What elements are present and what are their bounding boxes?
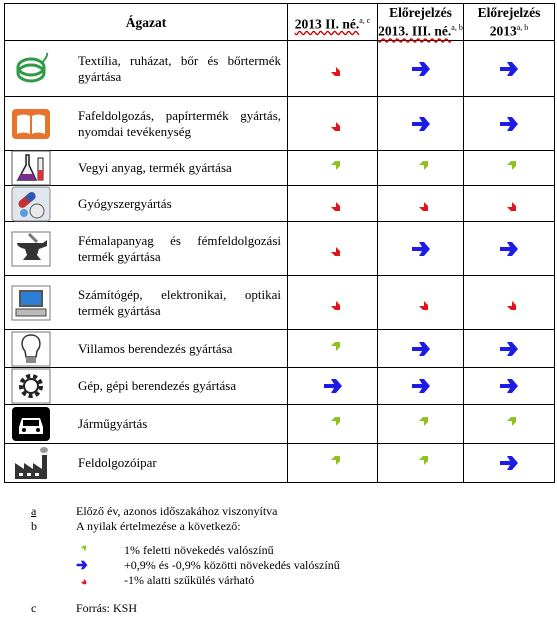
header-forecast-q3: Előrejelzés 2013. III. né.$^{a, b}$ (378, 5, 463, 39)
sector-cell (5, 276, 288, 330)
sector-name: Gép, gépi berendezés gyártása (78, 378, 237, 393)
arrow-down-right-icon (411, 194, 431, 214)
value-forecast-year-cell (464, 330, 555, 368)
sector-name: Textília, ruházat, bőr és bőrtermék gyártása (78, 52, 281, 84)
value-2013-q2-cell (288, 186, 378, 222)
value-forecast-q3-cell (378, 97, 464, 151)
value-2013-q2-cell (288, 405, 378, 444)
table-row (5, 41, 555, 97)
arrow-down-right-icon (499, 194, 519, 214)
gear-icon (11, 368, 51, 404)
arrow-down-right-icon (411, 293, 431, 313)
table-row (5, 405, 555, 444)
value-forecast-year-cell (464, 368, 555, 405)
arrow-down-right-icon (499, 293, 519, 313)
arrow-right-icon (411, 339, 431, 359)
sector-cell (5, 151, 288, 186)
footnote-c (31, 601, 551, 616)
value-2013-q2-cell (288, 97, 378, 151)
arrow-down-right-icon (323, 194, 343, 214)
sector-name: Számítógép, elektronikai, optikai termék gyártása (78, 286, 281, 318)
arrow-right-icon (499, 339, 519, 359)
arrow-down-right-icon (323, 239, 343, 259)
sector-name: Villamos berendezés gyártása (78, 340, 233, 356)
value-forecast-q3-cell (378, 41, 464, 97)
value-forecast-q3-cell (378, 444, 464, 483)
table-row (5, 330, 555, 368)
sector-forecast-table (4, 3, 555, 483)
sector-cell (5, 330, 288, 368)
arrow-right-icon (411, 59, 431, 79)
value-2013-q2-cell (288, 330, 378, 368)
arrow-right-icon (499, 376, 519, 396)
footnote-b (31, 519, 551, 534)
arrow-right-icon (499, 239, 519, 259)
footnote-c-text: Forrás: KSH (76, 601, 138, 615)
car-icon (11, 406, 51, 442)
value-forecast-q3-cell (378, 368, 464, 405)
value-2013-q2-cell (288, 41, 378, 97)
value-2013-q2-cell (288, 276, 378, 330)
arrow-right-icon (499, 59, 519, 79)
legend-text: 1% feletti növekedés valószínű (124, 543, 274, 557)
table-header-row (5, 4, 555, 41)
header-sector: Ágazat (5, 4, 288, 41)
arrow-up-right-icon (411, 453, 431, 473)
arrow-up-right-icon (76, 544, 88, 556)
value-forecast-q3-cell (378, 186, 464, 222)
sector-cell (5, 405, 288, 444)
sector-name: Gyógyszergyártás (78, 195, 172, 211)
footnote-a (31, 504, 551, 519)
sector-cell (5, 368, 288, 405)
footnote-c-letter: c (31, 601, 37, 615)
table-row (5, 151, 555, 186)
table-row (5, 368, 555, 405)
arrow-right-icon (76, 559, 88, 571)
table-row (5, 444, 555, 483)
spool-of-thread-icon (11, 51, 51, 87)
sector-name: Vegyi anyag, termék gyártása (78, 160, 232, 175)
pills-icon (11, 186, 51, 222)
sector-name: Fémalapanyag és fémfeldolgozási termék gyártása (78, 232, 281, 264)
header-forecast-year: Előrejelzés 2013$^{a, b}$ (464, 4, 555, 41)
legend-item-flat (31, 558, 551, 573)
anvil-icon (11, 231, 51, 267)
chemistry-flask-icon (11, 150, 51, 186)
sector-name: Fafeldolgozás, papírtermék gyártás, nyomdai tevékenység (78, 107, 281, 139)
arrow-down-right-icon (323, 293, 343, 313)
value-forecast-year-cell (464, 186, 555, 222)
value-2013-q2-cell (288, 444, 378, 483)
open-book-icon (11, 106, 51, 142)
value-forecast-q3-cell (378, 276, 464, 330)
table-row (5, 186, 555, 222)
sector-name: Feldolgozóipar (78, 455, 157, 470)
legend-item-up (31, 543, 551, 558)
value-forecast-q3-cell (378, 222, 464, 276)
arrow-up-right-icon (499, 158, 519, 178)
sector-cell (5, 222, 288, 276)
value-forecast-year-cell (464, 41, 555, 97)
arrow-up-right-icon (323, 414, 343, 434)
value-forecast-q3-cell (378, 330, 464, 368)
legend-text: -1% alatti szűkülés várható (124, 573, 255, 587)
arrow-right-icon (499, 114, 519, 134)
footnote-b-letter: b (31, 519, 37, 533)
factory-icon (11, 445, 51, 481)
legend-item-down (31, 573, 551, 588)
value-forecast-year-cell (464, 405, 555, 444)
arrow-down-right-icon (76, 574, 88, 586)
computer-icon (11, 285, 51, 321)
arrow-up-right-icon (323, 158, 343, 178)
value-2013-q2-cell (288, 222, 378, 276)
value-forecast-year-cell (464, 276, 555, 330)
value-forecast-q3-cell (378, 151, 464, 186)
arrow-down-right-icon (323, 59, 343, 79)
sector-cell (5, 186, 288, 222)
value-2013-q2-cell (288, 151, 378, 186)
arrow-up-right-icon (323, 453, 343, 473)
arrow-right-icon (411, 239, 431, 259)
footnote-a-text: Előző év, azonos időszakához viszonyítva (76, 504, 278, 518)
value-forecast-year-cell (464, 222, 555, 276)
arrow-down-right-icon (323, 114, 343, 134)
value-forecast-q3-cell (378, 405, 464, 444)
sector-name: Járműgyártás (78, 416, 148, 431)
arrow-up-right-icon (499, 414, 519, 434)
value-forecast-year-cell (464, 444, 555, 483)
arrow-up-right-icon (323, 339, 343, 359)
table-row (5, 276, 555, 330)
sector-cell (5, 444, 288, 483)
arrow-right-icon (499, 453, 519, 473)
arrow-right-icon (323, 376, 343, 396)
arrow-up-right-icon (411, 414, 431, 434)
footnote-a-letter: a (31, 504, 37, 518)
arrow-up-right-icon (411, 158, 431, 178)
value-forecast-year-cell (464, 151, 555, 186)
arrow-right-icon (411, 376, 431, 396)
footnote-b-text: A nyilak értelmezése a következő: (76, 519, 241, 533)
header-2013-q2: 2013 II. né.$^{a, c}$ (288, 4, 378, 41)
value-forecast-year-cell (464, 97, 555, 151)
table-row (5, 97, 555, 151)
legend-text: +0,9% és -0,9% közötti növekedés valószínű (124, 558, 340, 572)
sector-cell (5, 97, 288, 151)
sector-cell (5, 41, 288, 97)
light-bulb-icon (11, 331, 51, 367)
table-row (5, 222, 555, 276)
arrow-right-icon (411, 114, 431, 134)
value-2013-q2-cell (288, 368, 378, 405)
